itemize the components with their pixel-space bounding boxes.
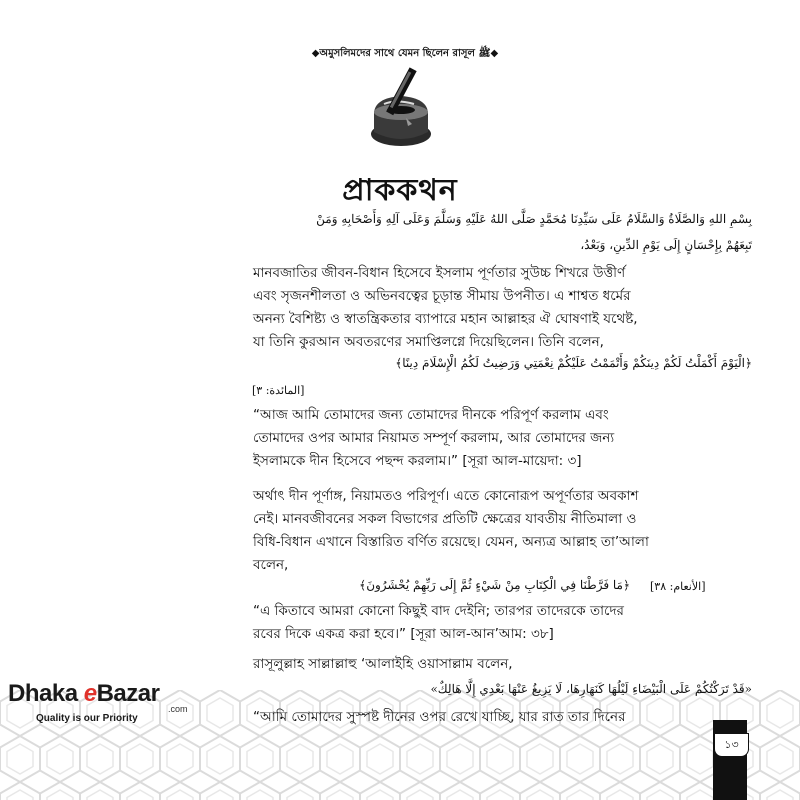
- paragraph-1-line-4: যা তিনি কুরআন অবতরণের সমাপ্তিলগ্নে দিয়েছিলেন। তিনি বলেন,: [253, 334, 604, 350]
- logo-tagline: Quality is our Priority: [36, 713, 138, 724]
- hadith-text: «قَدْ تَرَكْتُكُمْ عَلَى الْبَيْضَاءِ لَيْلُهَا كَنَهَارِهَا، لَا يَزِيغُ عَنْهَا بَعْدِي إِلَّا هَالِكٌ»: [430, 682, 752, 696]
- logo-domain: .com: [168, 704, 188, 714]
- paragraph-2-line-4: বলেন,: [253, 557, 289, 573]
- page-number: ১৩: [714, 733, 749, 757]
- translation-1-line-3: ইসলামকে দীন হিসেবে পছন্দ করলাম।” [সূরা আল-মায়েদা: ৩]: [253, 453, 582, 469]
- logo-brand-e: e: [83, 680, 97, 707]
- inkpot-pen-icon: [356, 64, 446, 154]
- quran-verse-2-reference: [الأنعام: ٣٨]: [650, 580, 706, 593]
- arabic-opening-line-2: تَبِعَهُمْ بِإِحْسَانٍ إِلَى يَوْمِ الدِّينِ، وَبَعْدُ،: [580, 238, 752, 252]
- quran-verse-1-reference: [المائدة: ٣]: [252, 384, 305, 397]
- translation-2-line-2: রবের দিকে একত্র করা হবে।” [সূরা আল-আন’আম: ৩৮]: [253, 626, 554, 642]
- paragraph-2-line-2: নেই। মানবজীবনের সকল বিভাগের প্রতিটি ক্ষেত্রের যাবতীয় নীতিমালা ও: [253, 511, 637, 527]
- quran-verse-1: ﴿الْيَوْمَ أَكْمَلْتُ لَكُمْ دِينَكُمْ وَأَتْمَمْتُ عَلَيْكُمْ نِعْمَتِي وَرَضِيتُ لَكُمُ الْإِسْلَامَ دِينًا﴾: [395, 356, 752, 370]
- dhakaebazar-watermark-logo: [8, 680, 198, 724]
- translation-2-line-1: “এ কিতাবে আমরা কোনো কিছুই বাদ দেইনি; তারপর তাদেরকে তাদের: [253, 603, 624, 619]
- chapter-title: প্রাককথন: [342, 173, 458, 208]
- paragraph-2-line-3: বিধি-বিধান এখানে বিস্তারিত বর্ণিত রয়েছে। যেমন, অন্যত্র আল্লাহ তা’আলা: [253, 534, 649, 550]
- logo-brand-suffix: Bazar: [96, 680, 160, 707]
- quran-verse-2: ﴿مَا فَرَّطْنَا فِي الْكِتَابِ مِنْ شَيْءٍ ثُمَّ إِلَى رَبِّهِمْ يُحْشَرُونَ﴾: [359, 578, 630, 592]
- paragraph-1-line-2: এবং সৃজনশীলতা ও অভিনবত্বের চূড়ান্ত সীমায় উপনীত। এ শাশ্বত ধর্মের: [253, 288, 631, 304]
- page-number-tab: [713, 720, 747, 800]
- paragraph-2-line-1: অর্থাৎ দীন পূর্ণাঙ্গ, নিয়ামতও পরিপূর্ণ। এতে কোনোরূপ অপূর্ণতার অবকাশ: [253, 488, 639, 504]
- arabic-opening-line-1: بِسْمِ اللهِ وَالصَّلَاةُ وَالسَّلَامُ عَلَى سَيِّدِنَا مُحَمَّدٍ صَلَّى اللهُ عَلَيْهِ وَسَلَّمَ وَعَلَى آلِهِ وَأَصْحَابِهِ وَمَنْ: [316, 212, 752, 226]
- paragraph-1-line-1: মানবজাতির জীবন-বিধান হিসেবে ইসলাম পূর্ণতার সুউচ্চ শিখরে উত্তীর্ণ: [253, 265, 626, 281]
- translation-1-line-2: তোমাদের ওপর আমার নিয়ামত সম্পূর্ণ করলাম, আর তোমাদের জন্য: [253, 430, 615, 446]
- translation-1-line-1: “আজ আমি তোমাদের জন্য তোমাদের দীনকে পরিপূর্ণ করলাম এবং: [253, 407, 609, 423]
- logo-brand-prefix: Dhaka: [8, 680, 84, 707]
- running-header: ◆অমুসলিমদের সাথে যেমন ছিলেন রাসূল ﷺ◆: [311, 48, 499, 59]
- paragraph-3-line-1: রাসূলুল্লাহ সাল্লাল্লাহু ‘আলাইহি ওয়াসাল্লাম বলেন,: [253, 656, 513, 672]
- paragraph-1-line-3: অনন্য বৈশিষ্ট্য ও স্বাতন্ত্রিকতার ব্যাপারে মহান আল্লাহর ঐ ঘোষণাই যথেষ্ট,: [253, 311, 638, 327]
- translation-3-line-1: “আমি তোমাদের সুস্পষ্ট দীনের ওপর রেখে যাচ্ছি, যার রাত তার দিনের: [253, 709, 626, 725]
